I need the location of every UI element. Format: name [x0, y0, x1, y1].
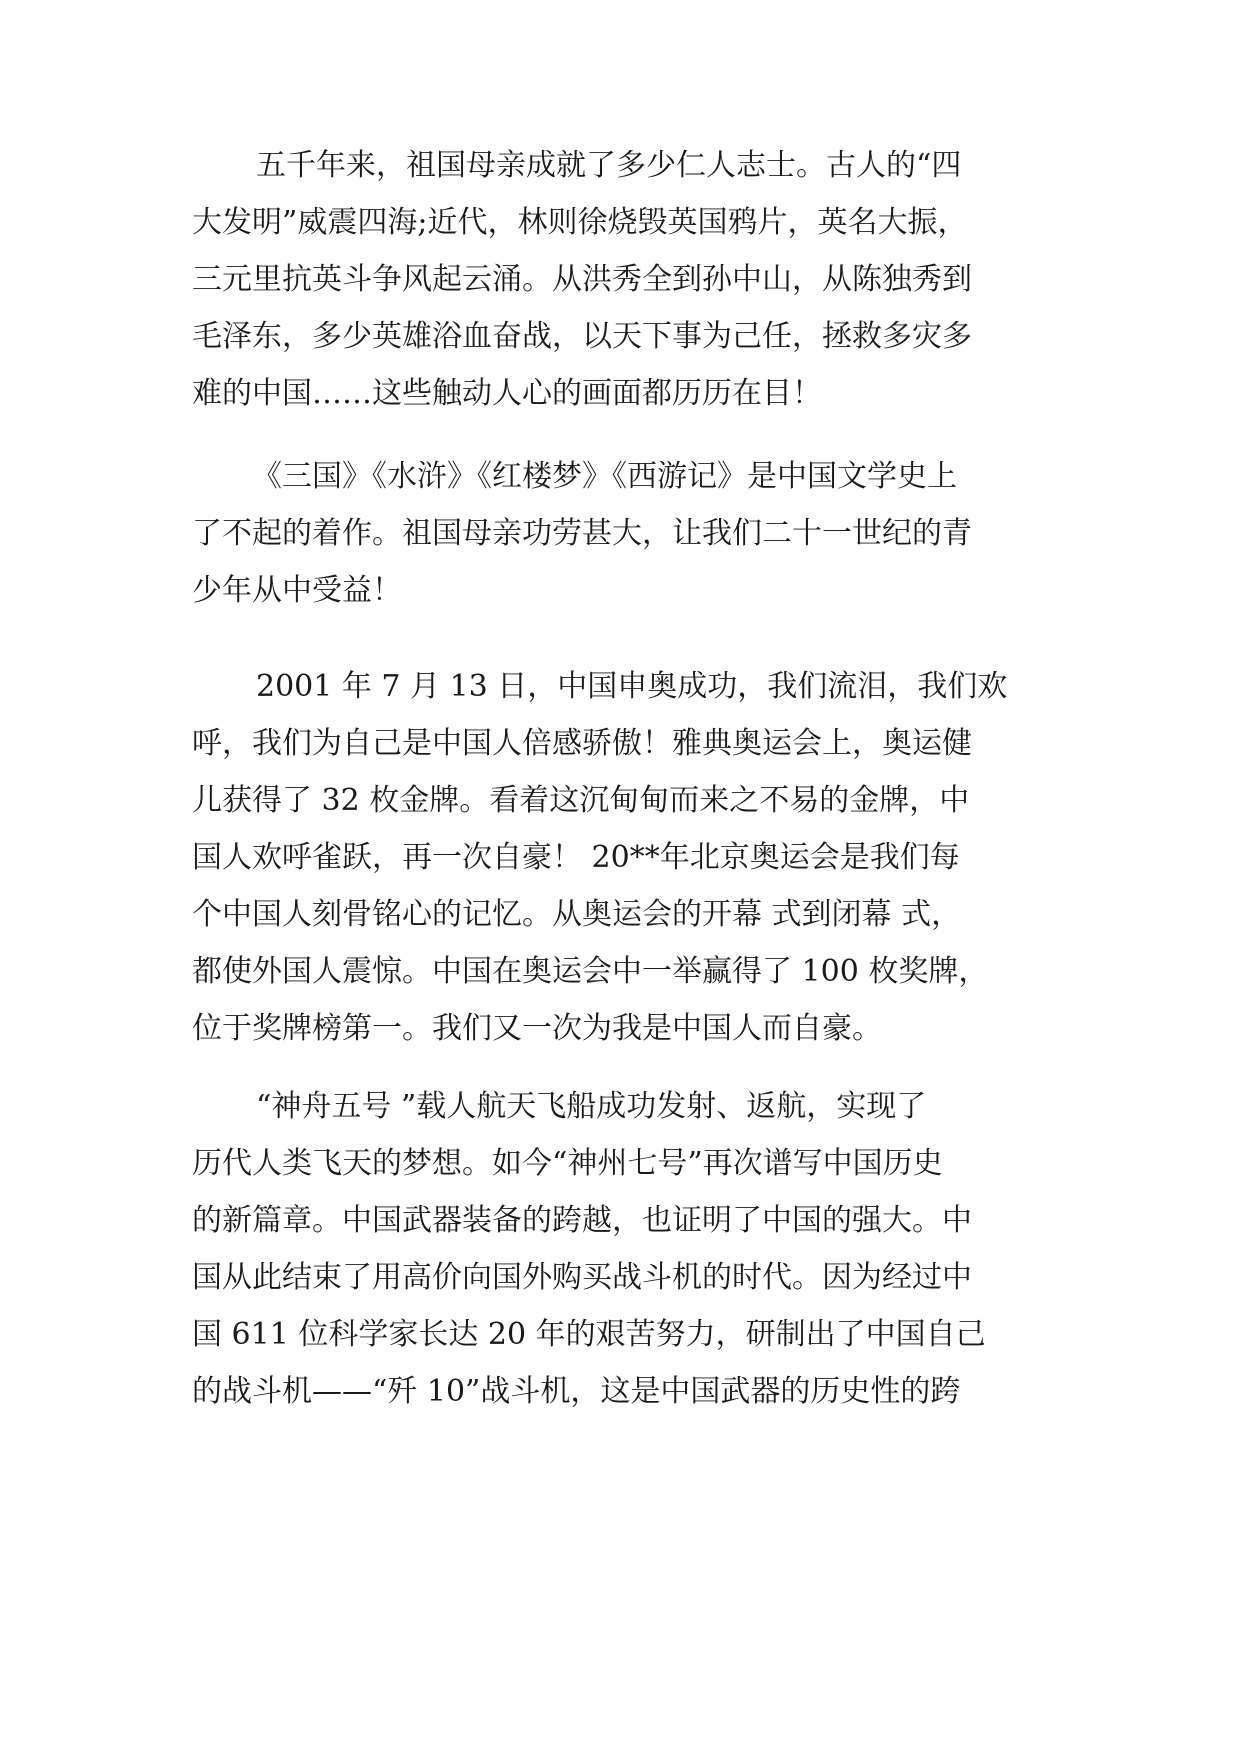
paragraph-line: 个中国人刻骨铭心的记忆。从奥运会的开幕 式到闭幕 式，: [192, 897, 962, 932]
paragraph-line: 的新篇章。中国武器装备的跨越，也证明了中国的强大。中: [192, 1203, 972, 1238]
paragraph-line: 《三国》《水浒》《红楼梦》《西游记》是中国文学史上: [252, 459, 957, 494]
paragraph-line: 都使外国人震惊。中国在奥运会中一举赢得了 100 枚奖牌，: [192, 954, 989, 989]
paragraph-line: 了不起的着作。祖国母亲功劳甚大，让我们二十一世纪的青: [192, 516, 972, 551]
paragraph-line: 毛泽东，多少英雄浴血奋战，以天下事为己任，拯救多灾多: [192, 319, 972, 354]
paragraph-line: 大发明”威震四海;近代，林则徐烧毁英国鸦片，英名大振，: [192, 205, 968, 240]
paragraph-line: 国 611 位科学家长达 20 年的艰苦努力，研制出了中国自己: [192, 1317, 986, 1352]
paragraph-line: 国人欢呼雀跃，再一次自豪！ 20**年北京奥运会是我们每: [192, 840, 960, 875]
paragraph-line: 少年从中受益！: [192, 573, 402, 608]
paragraph-line: 位于奖牌榜第一。我们又一次为我是中国人而自豪。: [192, 1011, 882, 1046]
paragraph-line: 儿获得了 32 枚金牌。看着这沉甸甸而来之不易的金牌，中: [192, 783, 970, 818]
paragraph-line: 国从此结束了用高价向国外购买战斗机的时代。因为经过中: [192, 1260, 972, 1295]
paragraph-line: 历代人类飞天的梦想。如今“神州七号”再次谱写中国历史: [192, 1146, 943, 1181]
paragraph-line: 难的中国……这些触动人心的画面都历历在目！: [192, 376, 822, 411]
paragraph-line: 2001 年 7 月 13 日，中国申奥成功，我们流泪，我们欢: [256, 669, 1008, 704]
paragraph-line: “神舟五号 ”载人航天飞船成功发射、返航，实现了: [256, 1089, 927, 1124]
paragraph-line: 三元里抗英斗争风起云涌。从洪秀全到孙中山，从陈独秀到: [192, 262, 972, 297]
paragraph-line: 的战斗机——“歼 10”战斗机，这是中国武器的历史性的跨: [192, 1374, 961, 1409]
paragraph-line: 五千年来，祖国母亲成就了多少仁人志士。古人的“四: [256, 148, 962, 183]
paragraph-line: 呼，我们为自己是中国人倍感骄傲！雅典奥运会上，奥运健: [192, 726, 972, 761]
